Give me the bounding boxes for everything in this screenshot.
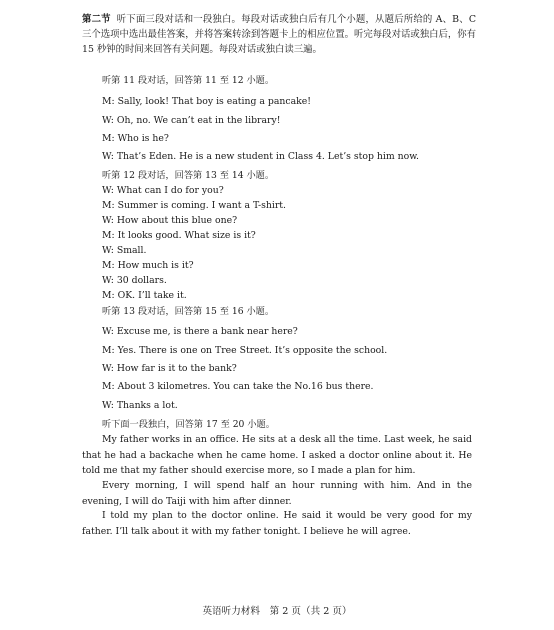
dialogue-line: W: That’s Eden. He is a new student in Class 4. Let’s stop him now. bbox=[102, 151, 420, 162]
dialogue-line: M: It looks good. What size is it? bbox=[102, 230, 256, 241]
dialogue-line: M: Summer is coming. I want a T-shirt. bbox=[102, 200, 286, 211]
dialogue-line: M: OK. I’ll take it. bbox=[102, 290, 187, 301]
conversation-11-heading: 听第 11 段对话，回答第 11 至 12 小题。 bbox=[102, 75, 275, 86]
section-instructions: 听下面三段对话和一段独白。每段对话或独白后有几个小题，从题后所给的 A、B、C 三个选项中选出最佳答案，并将答案转涂到答题卡上的相应位置。听完每段对话或独白后，你有 15 秒钟的时间来回答有关问题。每段对话或独白读三遍。 bbox=[82, 14, 476, 55]
dialogue-line: W: How about this blue one? bbox=[102, 215, 238, 226]
dialogue-line: M: Sally, look! That boy is eating a pancake! bbox=[102, 96, 312, 107]
conversation-12-heading: 听第 12 段对话，回答第 13 至 14 小题。 bbox=[102, 170, 275, 181]
dialogue-line: W: 30 dollars. bbox=[102, 275, 167, 286]
monologue-paragraph: My father works in an office. He sits at a desk all the time. Last week, he said that he had a backache when he came home. I asked a doctor online about it. He told me that my father should exercise more, so I made a plan for him. bbox=[82, 434, 472, 476]
page-footer: 英语听力材料 第 2 页（共 2 页） bbox=[202, 606, 352, 617]
dialogue-line: W: Small. bbox=[102, 245, 147, 256]
dialogue-line: M: Who is he? bbox=[102, 133, 169, 144]
section-intro bbox=[82, 12, 476, 57]
dialogue-line: W: How far is it to the bank? bbox=[102, 363, 237, 374]
dialogue-line: M: How much is it? bbox=[102, 260, 194, 271]
monologue-paragraph: I told my plan to the doctor online. He said it would be very good for my father. I’ll talk about it with my father tonight. I believe he will agree. bbox=[82, 510, 472, 537]
dialogue-line: M: Yes. There is one on Tree Street. It’s opposite the school. bbox=[102, 345, 388, 356]
monologue-paragraph: Every morning, I will spend half an hour running with him. And in the evening, I will do Taiji with him after dinner. bbox=[82, 480, 472, 507]
conversation-13-heading: 听第 13 段对话，回答第 15 至 16 小题。 bbox=[102, 306, 275, 317]
monologue-heading: 听下面一段独白，回答第 17 至 20 小题。 bbox=[102, 419, 275, 430]
dialogue-line: W: Oh, no. We can’t eat in the library! bbox=[102, 115, 281, 126]
dialogue-line: M: About 3 kilometres. You can take the No.16 bus there. bbox=[102, 381, 374, 392]
dialogue-line: W: What can I do for you? bbox=[102, 185, 224, 196]
dialogue-line: W: Thanks a lot. bbox=[102, 400, 178, 411]
dialogue-line: W: Excuse me, is there a bank near here? bbox=[102, 326, 298, 337]
section-title: 第二节 bbox=[82, 14, 111, 25]
